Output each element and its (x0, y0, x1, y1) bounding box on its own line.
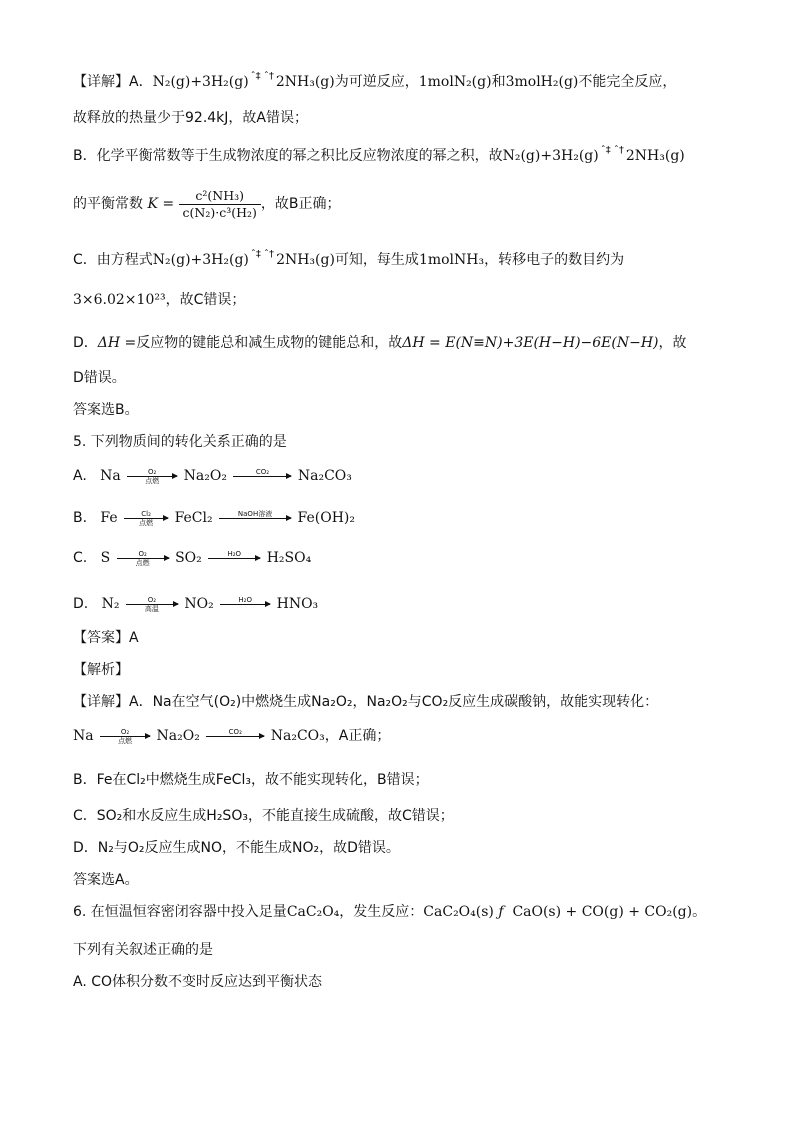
arrow-shaft (124, 518, 168, 519)
text: ，故C错误； (165, 292, 246, 308)
reaction-arrow (220, 596, 270, 613)
arrow-shaft (208, 558, 260, 559)
arrow-top: H₂O (227, 549, 242, 558)
arrow-top: H₂O (238, 595, 252, 604)
species: Na₂O₂ (156, 728, 200, 744)
arrow-top: Cl₂ (141, 509, 151, 518)
arrow-top: NaOH溶液 (237, 509, 273, 518)
arrow-bottom: 点燃 (145, 476, 160, 485)
arrow-bottom: 点燃 (118, 736, 133, 745)
text: ，故 (658, 335, 687, 351)
species: NO₂ (184, 596, 214, 612)
arrow-top: O₂ (138, 549, 147, 558)
explain-a-line1 (73, 72, 734, 92)
species: HNO₃ (276, 596, 319, 612)
text: 和 (491, 74, 506, 90)
arrow-shaft (233, 476, 291, 477)
arrow-top: O₂ (148, 467, 157, 476)
arrow-shaft (100, 736, 150, 737)
explain-b-line1 (73, 146, 734, 166)
text: ，转移电子的数目约为 (484, 252, 625, 268)
q5-c-explain: C．SO₂和水反应生成H₂SO₃，不能直接生成硫酸，故C错误； (73, 808, 454, 824)
text: 反应物的键能总和减生成物的键能总和，故 (136, 335, 403, 351)
species: S (100, 550, 111, 566)
text: ，A正确； (324, 728, 391, 744)
text: 6. 在恒温恒容密闭容器中投入足量 (73, 904, 287, 920)
analysis-heading: 【解析】 (73, 662, 129, 678)
arrow-top: O₂ (147, 595, 157, 604)
equation-right: CaO(s) + CO(g) + CO₂(g) (512, 904, 693, 920)
species: Fe(OH)₂ (297, 510, 355, 526)
equation-left: N₂(g)+3H₂(g) (152, 252, 249, 268)
option-label: D. (73, 596, 89, 612)
text: 。 (692, 904, 707, 920)
text: 的平衡常数 (73, 196, 143, 212)
text: D． (73, 335, 98, 351)
arrow-shaft (219, 518, 291, 519)
q5-detail-line: 【详解】A．Na在空气(O₂)中燃烧生成Na₂O₂，Na₂O₂与CO₂反应生成碳酸钠，故能实现转化： (73, 694, 659, 710)
arrow-top: CO₂ (228, 727, 242, 736)
number: 3×6.02×10²³ (73, 292, 166, 308)
question-5-stem: 5. 下列物质间的转化关系正确的是 (73, 434, 287, 450)
equilibrium-symbol: ƒ (498, 904, 504, 920)
reaction-arrow (208, 550, 260, 567)
equilibrium-symbol: ˆ‡ ˆ† (250, 249, 275, 260)
text: ，故B正确； (260, 196, 341, 212)
reaction-arrow (206, 728, 264, 745)
q5-option-a (73, 466, 734, 486)
explain-c-line2 (73, 290, 734, 310)
species: Na (100, 468, 121, 484)
equation-right: 2NH₃(g) (275, 74, 335, 90)
reaction-arrow (117, 550, 169, 567)
q5-option-b (73, 508, 734, 528)
arrow-top: O₂ (120, 727, 130, 736)
equilibrium-symbol: ˆ‡ ˆ† (600, 145, 624, 156)
text: 不能完全反应， (578, 74, 677, 90)
arrow-shaft (117, 558, 169, 559)
species: Na (73, 728, 94, 744)
option-label: B. (73, 510, 88, 526)
reaction-arrow (219, 510, 291, 527)
reaction-arrow (127, 468, 177, 485)
equation-right: 2NH₃(g) (625, 148, 685, 164)
delta-h: ΔH = (97, 335, 137, 351)
q5-d-explain: D．N₂与O₂反应生成NO，不能生成NO₂，故D错误。 (73, 840, 400, 856)
formula: 3molH₂(g) (505, 74, 579, 90)
species: Na₂CO₃ (297, 468, 352, 484)
explain-b-line2 (73, 186, 734, 222)
question-6-stem (73, 902, 734, 922)
formula: 1molN₂(g) (418, 74, 492, 90)
equation-right: 2NH₃(g) (276, 252, 335, 268)
arrow-bottom: 点燃 (139, 518, 154, 527)
q5-detail-equation (73, 726, 734, 746)
arrow-shaft (206, 736, 264, 737)
text: C．由方程式 (73, 252, 153, 268)
reaction-arrow (100, 728, 150, 745)
option-label: A. (73, 468, 87, 484)
q5-option-c (73, 548, 734, 568)
q6-option-a: A. CO体积分数不变时反应达到平衡状态 (73, 974, 323, 990)
answer-q5: 答案选A。 (73, 872, 139, 888)
species: Fe (100, 510, 118, 526)
text: B．化学平衡常数等于生成物浓度的幂之积比反应物浓度的幂之积，故 (73, 148, 503, 164)
arrow-shaft (126, 604, 178, 605)
species: SO₂ (175, 550, 202, 566)
text: ，发生反应： (339, 904, 424, 920)
reaction-arrow (126, 596, 178, 613)
text: 可知，每生成 (334, 252, 419, 268)
explain-a-line2: 故释放的热量少于92.4kJ，故A错误； (73, 110, 308, 126)
explain-c-line1 (73, 250, 734, 270)
detail-label: 【详解】A． (73, 74, 153, 90)
equation-left: CaC₂O₄(s) (423, 904, 494, 920)
equilibrium-symbol: ˆ‡ ˆ† (250, 71, 274, 82)
formula: CaC₂O₄ (286, 904, 340, 920)
q5-b-explain: B．Fe在Cl₂中燃烧生成FeCl₃，故不能实现转化，B错误； (73, 772, 429, 788)
text: 为可逆反应， (334, 74, 419, 90)
arrow-shaft (220, 604, 270, 605)
reaction-arrow (124, 510, 168, 527)
answer-heading: 【答案】A (73, 630, 139, 646)
species: FeCl₂ (174, 510, 213, 526)
option-label: C. (73, 550, 88, 566)
answer-q4: 答案选B。 (73, 402, 139, 418)
arrow-bottom: 高温 (144, 604, 159, 613)
arrow-bottom: 点燃 (135, 558, 150, 567)
species: Na₂CO₃ (270, 728, 325, 744)
species: N₂ (101, 596, 120, 612)
question-6-line2: 下列有关叙述正确的是 (73, 942, 213, 958)
q5-option-d (73, 594, 734, 614)
species: Na₂O₂ (183, 468, 227, 484)
k-symbol: K = (147, 196, 175, 212)
reaction-arrow (233, 468, 291, 485)
fraction-numerator: c²(NH₃) (195, 187, 245, 203)
equilibrium-constant-fraction (179, 188, 261, 221)
species: H₂SO₄ (266, 550, 312, 566)
equation-left: N₂(g)+3H₂(g) (152, 74, 249, 90)
equation-left: N₂(g)+3H₂(g) (502, 148, 599, 164)
arrow-shaft (127, 476, 177, 477)
formula: 1molNH₃ (418, 252, 485, 268)
delta-h-formula: ΔH = E(N≡N)+3E(H−H)−6E(N−H) (402, 335, 659, 351)
arrow-top: CO₂ (255, 467, 270, 476)
fraction-denominator: c(N₂)·c³(H₂) (179, 204, 261, 221)
explain-d-line1 (73, 333, 734, 353)
explain-d-line2: D错误。 (73, 370, 126, 386)
